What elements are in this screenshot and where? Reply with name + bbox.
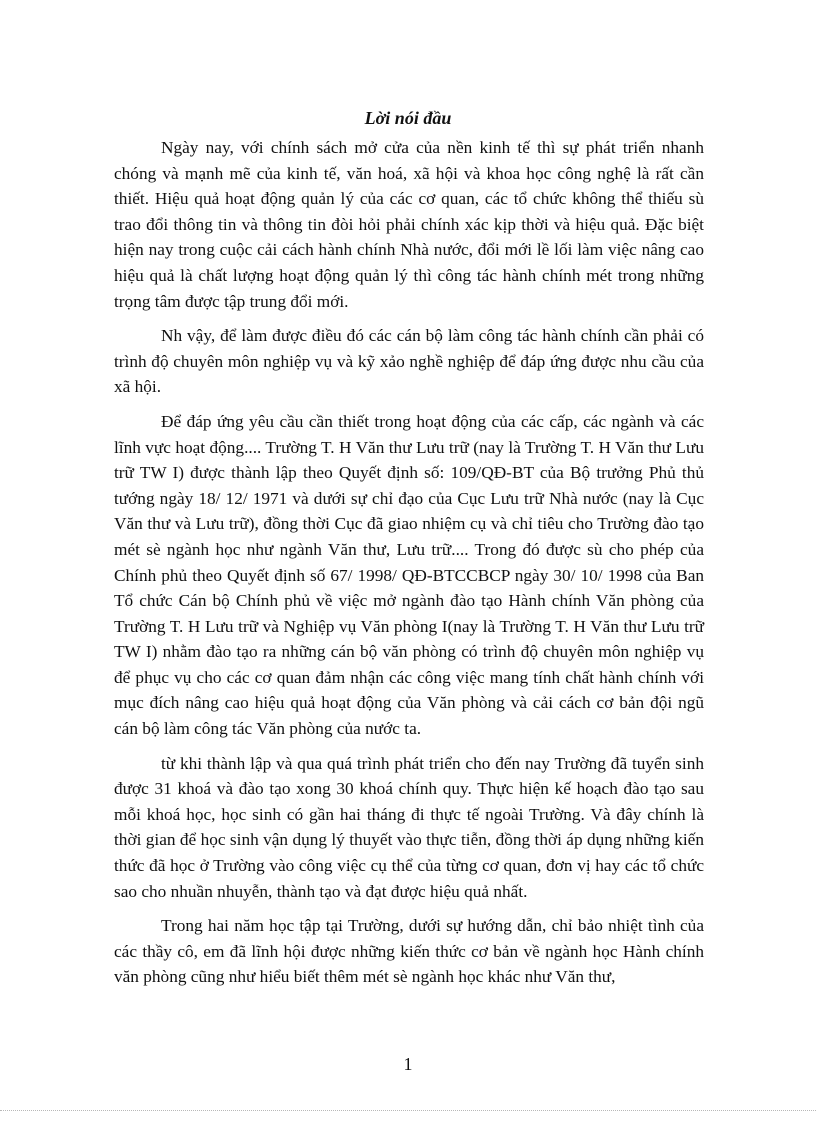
paragraph-4: từ khi thành lập và qua quá trình phát triển cho đến nay Trường đã tuyển sinh được 31 khoá và đào tạo xong 30 khoá chính quy. Thực hiện kế hoạch đào tạo sau mỗi khoá học, học sinh có gần hai tháng đi thực tế ngoài Trường. Và đây chính là thời gian để học sinh vận dụng lý thuyết vào thực tiễn, đồng thời áp dụng những kiến thức đã học ở Trường vào công việc cụ thể của từng cơ quan, đơn vị hay các tổ chức sao cho nhuần nhuyễn, thành tạo và đạt được hiệu quả nhất.	[114, 753, 704, 901]
document-body	[114, 135, 704, 999]
paragraph-5: Trong hai năm học tập tại Trường, dưới sự hướng dẫn, chỉ bảo nhiệt tình của các thầy cô, em đã lĩnh hội được những kiến thức cơ bản về ngành học Hành chính văn phòng cũng như hiểu biết thêm mét sè ngành học khác như Văn thư,	[114, 916, 704, 987]
page-break-divider	[0, 1110, 816, 1111]
paragraph-1: Ngày nay, với chính sách mở cửa của nền kinh tế thì sự phát triển nhanh chóng và mạnh mẽ của kinh tế, văn hoá, xã hội và khoa học công nghệ là rất cần thiết. Hiệu quả hoạt động quản lý của các cơ quan, các tổ chức không thể thiếu sù trao đổi thông tin và thông tin đòi hỏi phải chính xác kịp thời và hiệu quả. Đặc biệt hiện nay trong cuộc cải cách hành chính Nhà nước, đổi mới lề lối làm việc nâng cao hiệu quả là chất lượng hoạt động quản lý thì công tác hành chính mét trong những trọng tâm được tập trung đổi mới.	[114, 138, 704, 311]
page-number: 1	[403, 1054, 413, 1074]
paragraph-2: Nh vậy, để làm được điều đó các cán bộ làm công tác hành chính cần phải có trình độ chuyên môn nghiệp vụ và kỹ xảo nghề nghiệp để đáp ứng được nhu cầu của xã hội.	[114, 326, 704, 397]
paragraph-3: Để đáp ứng yêu cầu cần thiết trong hoạt động của các cấp, các ngành và các lĩnh vực hoạt động.... Trường T. H Văn thư Lưu trữ (nay là Trường T. H Văn thư Lưu trữ TW I) được thành lập theo Quyết định số: 109/QĐ-BT của Bộ trưởng Phủ thủ tướng ngày 18/ 12/ 1971 và dưới sự chỉ đạo của Cục Lưu trữ Nhà nước (nay là Cục Văn thư và Lưu trữ), đồng thời Cục đã giao nhiệm cụ và chỉ tiêu cho Trường đào tạo mét sè ngành học như ngành Văn thư, Lưu trữ.... Trong đó được sù cho phép của Chính phủ theo Quyết định số 67/ 1998/ QĐ-BTCCBCP ngày 30/ 10/ 1998 của Ban Tổ chức Cán bộ Chính phủ về việc mở ngành đào tạo Hành chính Văn phòng của Trường T. H Lưu trữ và Nghiệp vụ Văn phòng I(nay là Trường T. H Văn thư Lưu trữ TW I) nhằm đào tạo ra những cán bộ văn phòng có trình độ chuyên môn nghiệp vụ để phục vụ cho các cơ quan đảm nhận các công việc mang tính chất hành chính với mục đích nâng cao hiệu quả hoạt động của Văn phòng và cải cách cơ bản đội ngũ cán bộ làm công tác Văn phòng của nước ta.	[114, 411, 704, 739]
document-title: Lời nói đầu	[364, 108, 452, 128]
